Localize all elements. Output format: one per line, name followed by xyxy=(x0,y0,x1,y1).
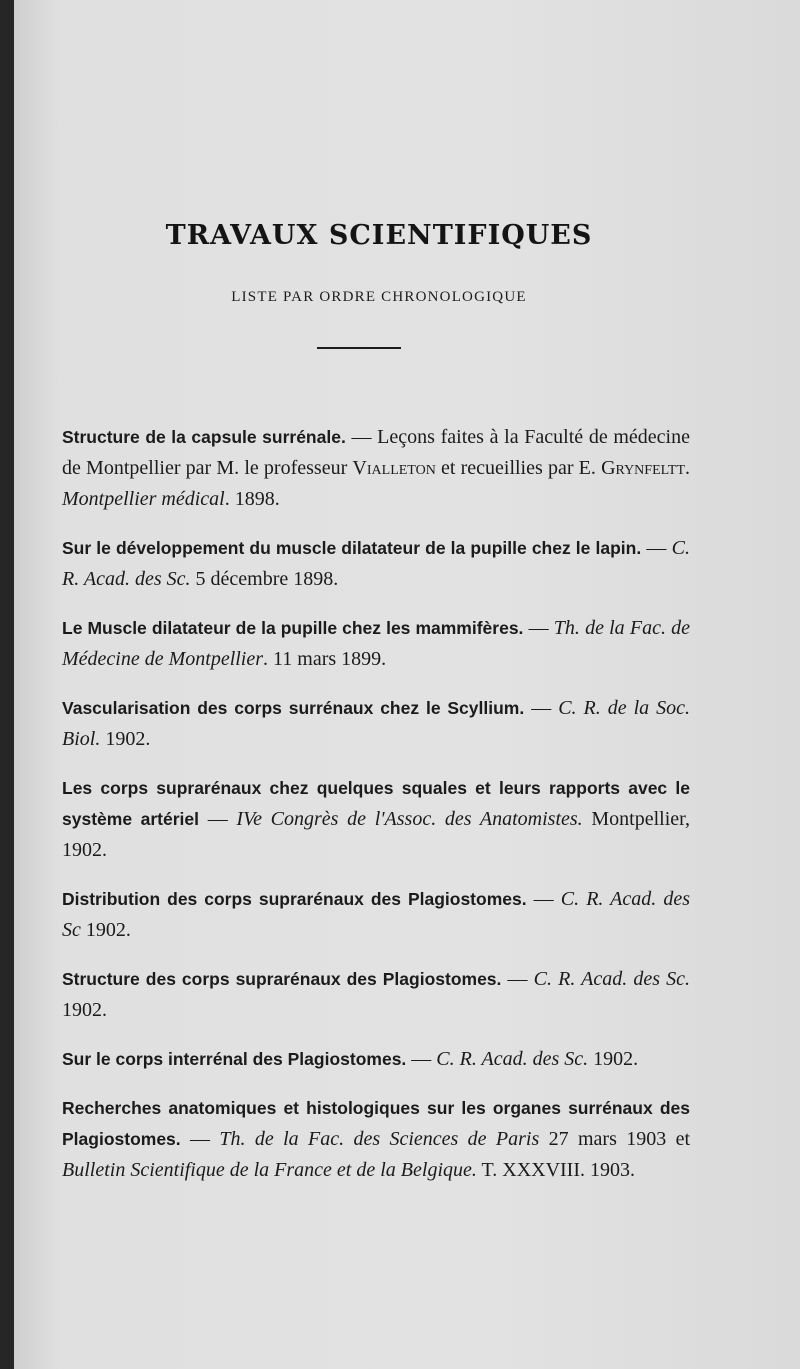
publication-title: Sur le développement du muscle dilatateur de la pupille chez le lapin. xyxy=(62,538,642,558)
publication-entry xyxy=(62,884,690,946)
title-divider xyxy=(317,347,401,349)
publication-source: Bulletin Scientifique de la France et de la Belgique. xyxy=(62,1159,477,1181)
publication-entry xyxy=(62,533,690,595)
publication-text: — Leçons faites à la Faculté de médecine de Montpellier par M. le professeur xyxy=(62,426,690,479)
publication-text: 27 mars 1903 et xyxy=(539,1128,691,1150)
publication-date: T. XXXVIII. 1903. xyxy=(476,1159,635,1181)
page-title: TRAVAUX SCIENTIFIQUES xyxy=(165,220,593,251)
publication-text: — xyxy=(180,1128,220,1150)
author-name: Grynfeltt xyxy=(601,457,685,479)
publication-title: Le Muscle dilatateur de la pupille chez les mammifères. xyxy=(62,618,524,638)
publication-source: C. R. Acad. des Sc. xyxy=(62,537,691,590)
publication-text: — xyxy=(501,968,534,990)
publication-entry xyxy=(62,773,690,866)
publication-text: et recueillies par E. xyxy=(435,457,602,479)
publication-entry xyxy=(62,693,690,755)
publication-date: 1902. xyxy=(100,728,151,750)
publication-source: IVe Congrès de l'Assoc. des Anatomistes. xyxy=(236,808,583,830)
publication-date: 1902. xyxy=(588,1048,639,1070)
publication-source: Th. de la Fac. de Médecine de Montpellier xyxy=(62,617,691,670)
publication-source: Montpellier médical xyxy=(62,488,225,510)
publication-date: 5 décembre 1898. xyxy=(190,568,339,590)
publication-title: Recherches anatomiques et histologiques sur les organes surrénaux des Plagiostomes. xyxy=(62,1098,690,1149)
publication-text: — xyxy=(641,537,672,559)
publication-date: . 11 mars 1899. xyxy=(263,648,387,670)
publication-text: — xyxy=(406,1048,437,1070)
publication-source: C. R. Acad. des Sc xyxy=(62,888,690,941)
publication-entry xyxy=(62,613,690,675)
publication-entry xyxy=(62,964,690,1026)
publication-title: Les corps suprarénaux chez quelques squales et leurs rapports avec le système artériel xyxy=(62,778,690,829)
publication-list xyxy=(62,422,690,1204)
publication-title: Vascularisation des corps surrénaux chez le Scyllium. xyxy=(62,698,525,718)
publication-source: C. R. Acad. des Sc. xyxy=(436,1048,589,1070)
publication-title: Sur le corps interrénal des Plagiostomes. xyxy=(62,1049,407,1069)
publication-entry xyxy=(62,422,690,515)
publication-text: — xyxy=(523,617,554,639)
publication-entry xyxy=(62,1093,690,1186)
publication-source: C. R. de la Soc. Biol. xyxy=(62,697,690,750)
publication-title: Distribution des corps suprarénaux des Plagiostomes. xyxy=(62,889,527,909)
publication-source: C. R. Acad. des Sc. xyxy=(533,968,691,990)
publication-text: — xyxy=(526,888,561,910)
publication-text: — xyxy=(199,808,237,830)
publication-date: . 1898. xyxy=(224,488,280,510)
publication-text: — xyxy=(524,697,559,719)
document-page xyxy=(14,0,800,1369)
page-subtitle: LISTE PAR ORDRE CHRONOLOGIQUE xyxy=(231,289,527,305)
publication-text: . xyxy=(685,457,690,479)
publication-date: 1902. xyxy=(62,999,107,1021)
publication-source: Th. de la Fac. des Sciences de Paris xyxy=(219,1128,540,1150)
author-name: Vialleton xyxy=(352,457,436,479)
publication-title: Structure de la capsule surrénale. xyxy=(62,427,346,447)
publication-entry xyxy=(62,1044,690,1075)
publication-date: Montpellier, 1902. xyxy=(62,808,691,861)
publication-title: Structure des corps suprarénaux des Plagiostomes. xyxy=(62,969,502,989)
publication-date: 1902. xyxy=(80,919,131,941)
